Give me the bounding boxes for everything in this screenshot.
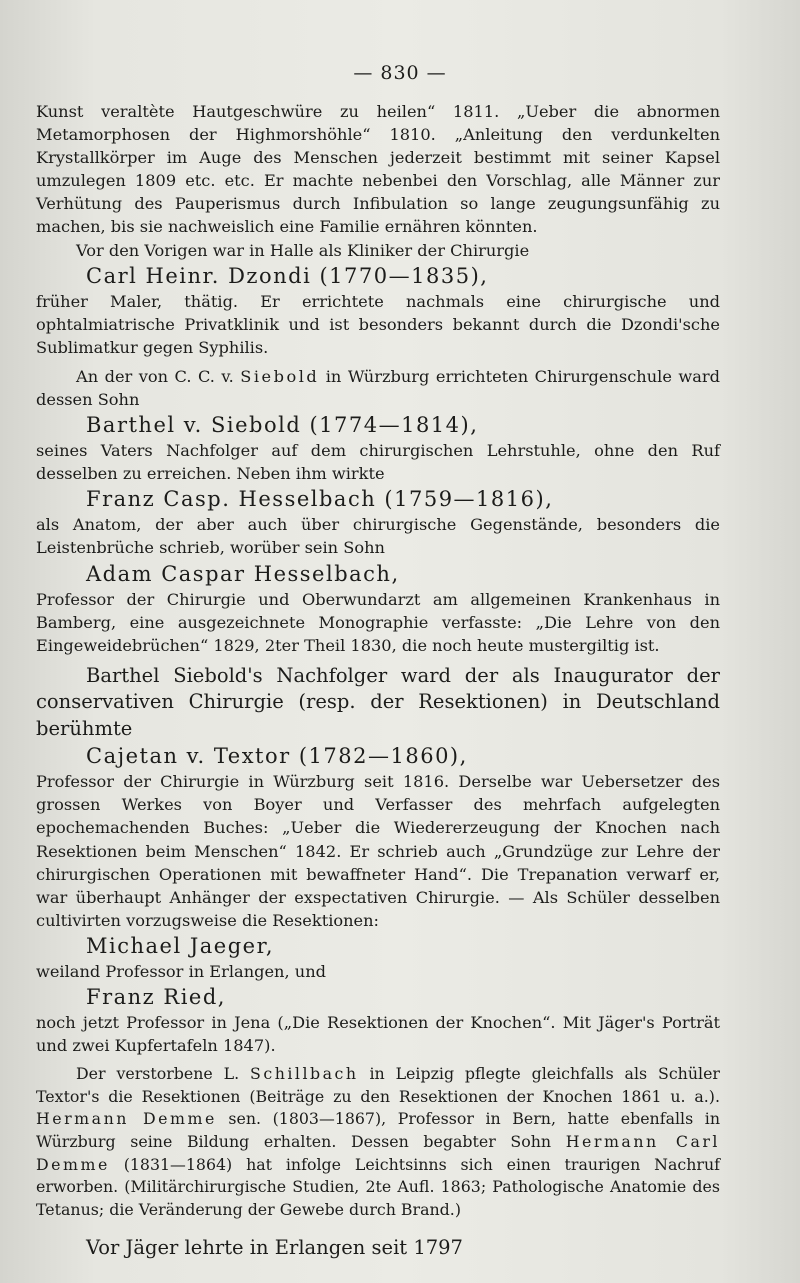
name-heading-barthel-siebold: Barthel v. Siebold (1774—1814), <box>86 413 479 438</box>
paragraph-schillbach-demme <box>36 1063 720 1221</box>
name-heading-jaeger: Michael Jaeger, <box>86 933 274 958</box>
paragraph-adam-hesselbach: Professor der Chirurgie und Oberwundarzt am allgemeinen Krankenhaus in Bamberg, eine ausgezeichnete Monographie verfasste: „Die Lehre von den Eingeweidebrüchen“ 1829, 2ter Theil 1830, die noch heute mustergiltig ist. <box>36 589 720 655</box>
paragraph-textor: Professor der Chirurgie in Würzburg seit 1816. Derselbe war Uebersetzer des grossen Werkes von Boyer und Verfasser des mehrfach aufgelegten epochemachenden Buches: „Ueber die Wiedererzeugung der Knochen nach Resektionen beim Menschen“ 1842. Er schrieb auch „Grundzüge zur Lehre der chirurgischen Operationen mit bewaffneter Hand“. Die Trepanation verwarf er, war überhaupt Anhänger der exspectativen Chirurgie. — Als Schüler desselben cultivirten vorzugsweise die Resektionen: <box>36 772 720 930</box>
person-name-hermann-carl-demme: Hermann Carl Demme <box>36 1132 720 1174</box>
text-fragment: sen. (1803—1867), Professor in Bern, hatte ebenfalls in Würzburg seine Bildung erhalten. Dessen begabter Sohn <box>36 1109 720 1151</box>
person-name-siebold: Siebold <box>240 366 320 386</box>
page-body <box>36 100 720 1261</box>
paragraph-franz-hesselbach: als Anatom, der aber auch über chirurgische Gegenstände, besonders die Leistenbrüche schrieb, worüber sein Sohn <box>36 515 720 558</box>
paragraph-halle: Vor den Vorigen war in Halle als Kliniker der Chirurgie <box>76 240 530 260</box>
paragraph-ried: noch jetzt Professor in Jena („Die Resektionen der Knochen“. Mit Jäger's Porträt und zwei Kupfertafeln 1847). <box>36 1013 720 1056</box>
text-fragment: in Leipzig pflegte gleichfalls als Schüler Textor's die Resektionen (Beiträge zu den Resektionen der Knochen 1861 u. a.). <box>36 1064 720 1106</box>
name-heading-textor: Cajetan v. Textor (1782—1860), <box>86 744 468 769</box>
paragraph-siebold-successor: Barthel Siebold's Nachfolger ward der als Inaugurator der conservativen Chirurgie (resp. der Resektionen) in Deutschland berühmte <box>36 663 720 740</box>
text-fragment: Der verstorbene L. <box>76 1064 240 1084</box>
name-heading-ried: Franz Ried, <box>86 985 226 1010</box>
paragraph-barthel-siebold: seines Vaters Nachfolger auf dem chirurgischen Lehrstuhle, ohne den Ruf desselben zu erreichen. Neben ihm wirkte <box>36 441 720 484</box>
name-heading-adam-hesselbach: Adam Caspar Hesselbach, <box>86 561 400 586</box>
person-name-hermann-demme: Hermann Demme <box>36 1109 217 1129</box>
paragraph-erlangen: Vor Jäger lehrte in Erlangen seit 1797 <box>86 1236 463 1260</box>
paragraph-textor-works: Kunst veraltète Hautgeschwüre zu heilen“ 1811. „Ueber die abnormen Metamorphosen der Highmorshöhle“ 1810. „Anleitung den verdunkelten Krystallkörper im Auge des Menschen jederzeit bestimmt mit seiner Kapsel umzulegen 1809 etc. etc. Er machte nebenbei den Vorschlag, alle Männer zur Verhütung des Pauperismus durch Infibulation so lange zeugungsunfähig zu machen, bis sie nachweislich eine Familie ernähren könnten. <box>36 102 720 237</box>
name-heading-dzondi: Carl Heinr. Dzondi (1770—1835), <box>86 263 489 288</box>
person-name-schillbach: Schillbach <box>250 1064 359 1084</box>
paragraph-jaeger: weiland Professor in Erlangen, und <box>36 961 326 981</box>
page-number: — 830 — <box>353 62 447 84</box>
name-heading-franz-hesselbach: Franz Casp. Hesselbach (1759—1816), <box>86 487 554 512</box>
text-fragment: in Würzburg errichteten Chirurgenschule ward dessen Sohn <box>36 366 720 410</box>
paragraph-siebold-school <box>36 365 720 411</box>
paragraph-dzondi: früher Maler, thätig. Er errichtete nachmals eine chirurgische und ophtalmiatrische Privatklinik und ist besonders bekannt durch die Dzondi'sche Sublimatkur gegen Syphilis. <box>36 291 720 357</box>
text-fragment: An der von C. C. v. <box>76 366 234 386</box>
text-fragment: (1831—1864) hat infolge Leichtsinns sich einen traurigen Nachruf erworben. (Militärchirurgische Studien, 2te Aufl. 1863; Pathologische Anatomie des Tetanus; die Veränderung der Gewebe durch Brand.) <box>36 1154 720 1219</box>
